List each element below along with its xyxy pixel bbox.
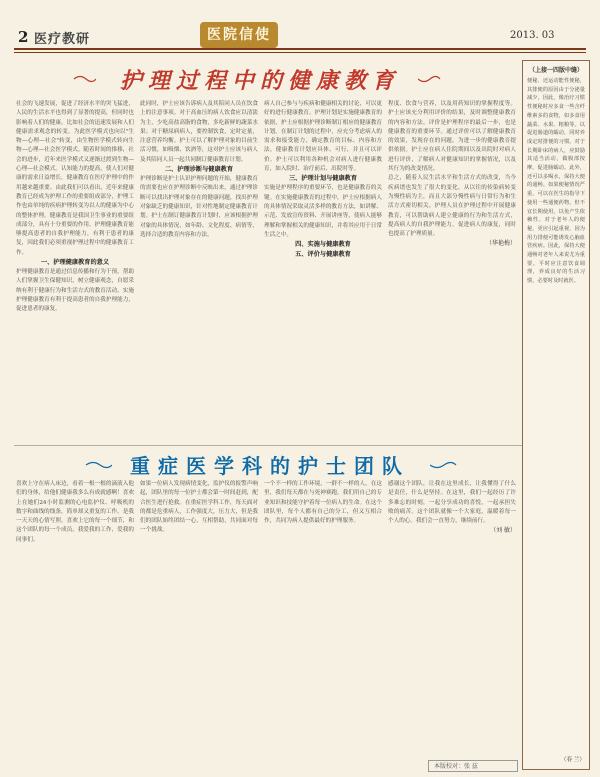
article2-headline: 重症医学科的护士团队 (130, 454, 410, 478)
article1-paragraph: 实施是护理程序的重要环节，也是健康教育的关键。在实施健康教育的过程中，护士应根据病人的具体情况采取灵活多样的教育方法，如讲解、示范、发放宣传资料、开展讲座等，使病人能够理解和掌握相关的健康知识，并将其应用于日常生活之中。 (264, 185, 382, 238)
article2-paragraph: 感谢这个团队，让我在这里成长，让我懂得了什么是责任，什么是坚持。在这里，我们一起经历了许多难忘的时刻，一起分享成功的喜悦，一起承担失败的痛苦。这个团队就像一个大家庭，温暖着每一个人的心。我们会一直努力，继续前行。 (388, 481, 516, 525)
header-rule-thin (14, 52, 586, 53)
sidebar-text: 便秘、还运动能性便秘，其排便的原因由于分泌量减少，因此，像治疗习惯性便秘时应多食一些含纤维素多的食物，如多食用蔬菜、水果、粗粮等。以促进肠道的蠕动，同时养成定时排便的习惯。对于长期卧床的病人，应鼓励其适当活动，做腹部按摩，促进肠蠕动。此外，还可以多喝水，保持大便的通畅。如果便秘情况严重，可以在医生的指导下使用一些通便药物，但不宜长期使用，以免产生依赖性。对于老年人的便秘，更应引起重视，因为用力排便可能诱发心脑血管疾病。因此，保持大便通畅对老年人来说尤为重要。平时应注意饮食调理，养成良好的生活习惯，必要时及时就医。 (527, 78, 585, 285)
article1-paragraph: 此同时，护士应该告诉病人及其陪同人员在饮食上的注意事项。对于高血压的病人饮食应以清淡为主，少吃高盐高脂的食物，多吃新鲜的蔬菜水果；对于糖尿病病人，要控制饮食，定时定量，注意营养均衡。护士可以了解护理对象的目前生活习惯，如吸烟、饮酒等，这对护士应该与病人及其陪同人员一起共同制订健康教育计划。 (140, 101, 258, 163)
article1-author: （华艳梅） (485, 240, 516, 248)
sidebar-continued-box (522, 60, 590, 770)
title-ornament-left-icon (72, 74, 96, 84)
section-title: 医疗教研 (34, 32, 91, 47)
article-separator (14, 445, 522, 446)
article2-column-2 (140, 480, 258, 760)
article2-paragraph: 喜欢上守在病人床边，看着一根一根的滴液入他们的身体，给他们健康我多么有成就感啊！喜欢上在她们24小时监测的心电监护仪、呼吸机的数字和曲线的线条，简单却又重复的工作，是我一天天的心情写照。喜欢上它的每一个细节，和这个团队的每一个成员，我爱我的工作，爱我的同事们。 (16, 481, 134, 543)
article1-column-4 (388, 100, 516, 440)
title-ornament-right-icon (418, 74, 442, 84)
article2-paragraph: 一个不一样的工作环境，一群不一样的人，在这里，我们每天都在与死神赛跑，我们用自己的专业知识和技能守护着每一位病人的生命。在这个团队里，每个人都有自己的分工，但又互相合作，共同为病人提供最好的护理服务。 (264, 481, 382, 525)
article1-headline: 护理过程中的健康教育 (119, 68, 400, 94)
article1-subheading: 三、护理计划与健康教育 (288, 175, 358, 183)
title-ornament-right-icon (430, 460, 458, 470)
article2-paragraph: 如果一位病人发现病情变化，监护仪的报警声响起，团队里的每一位护士都会第一时间赶到，配合医生进行抢救。在重症医学科工作，每天面对的都是危重病人，工作强度大，压力大，但是我们的团队始终团结一心，互相帮助，共同面对每一个挑战。 (140, 481, 258, 534)
article1-subheading: 四、实施与健康教育 (295, 241, 351, 249)
article2-author: （刘 敏） (490, 527, 516, 535)
title-ornament-left-icon (84, 460, 112, 470)
page-number: 2 (18, 28, 29, 46)
article1-column-2 (140, 100, 258, 440)
article2-column-4 (388, 480, 516, 750)
article2-column-1 (16, 480, 134, 760)
newspaper-logo: 医院信使 (200, 22, 278, 48)
article1-paragraph: 总之，随着人民生活水平和生活方式的改变，当今疾病谱也发生了很大的变化，从以往的传染病转变为慢性病为主，而且大部分慢性病与日常行为和生活方式密切相关。护理人员在护理过程中开展健康教育，可以帮助病人建立健康的行为和生活方式，提高病人的自我护理能力，促进病人的康复，同时也提高了护理质量。 (388, 175, 516, 238)
proofreader-label: 本版校对：张 兹 (434, 763, 478, 770)
sidebar-author: （春 兰） (560, 757, 585, 763)
article1-paragraph: 社会的飞速发展，促进了经济水平的突飞猛进，人民的生活水平也得到了显著的提高，但同时也影响着人们的健康。比如社会的迅速发展和人们健康需求观念的转变，为此医学模式也向以"生物—心理—社会"转变，由生物医学模式转向生物—心理—社会医学模式。随着时间的推移，社会的进步，近年来医学模式又逐渐过渡到生物—心理—社会模式。认知能力的提高，使人们对健康的需求日益增长。健康教育在医疗护理中的作用越来越重要。由此我们可以看出，近年来健康教育已经成为护理工作的重要组成部分，护理工作也由单纯的疾病护理转变为以人的健康为中心的整体护理。健康教育是我国卫生事业的重要组成部分，具有十分重要的作用。护理健康教育能够提高患者的自我护理能力，有利于患者的康复，因此我们必须重视护理过程中的健康教育工作。 (16, 101, 134, 256)
header-rule (14, 48, 586, 50)
article1-paragraph: 病人自己参与与疾病和健康相关的讨论，可以更好的进行健康教育。护理计划是实施健康教育的依据，护士应根据护理诊断制订相应的健康教育计划。在制订计划的过程中，应充分考虑病人的需求和接受能力，确定教育的目标、内容和方法。健康教育计划应具体、可行，并且可以评价。护士可以利用各种机会对病人进行健康教育，如入院时、治疗前后、出院时等。 (264, 101, 382, 173)
article2-column-3 (264, 480, 382, 760)
article1-subheading: 五、评价与健康教育 (295, 251, 351, 259)
issue-date: 2013. 03 (510, 30, 555, 41)
article1-subheading: 一、护理健康教育的意义 (40, 259, 110, 267)
article1-paragraph: 护理健康教育是通过信息传播和行为干预，帮助人们掌握卫生保健知识，树立健康观念，自愿采纳有利于健康行为和生活方式的教育活动。实施护理健康教育有利于提高患者的自我护理能力，促进患者的康复。 (16, 269, 134, 313)
article1-column-1 (16, 100, 134, 440)
article1-subheading: 二、护理诊断与健康教育 (164, 166, 234, 174)
article1-paragraph: 程度、饮食与营养，以及用药知识的掌握程度等。护士应该充分利用评价的结果，及时调整健康教育的内容和方法。评价是护理程序的最后一步，也是健康教育的重要环节。通过评价可以了解健康教育的效果，发现存在的问题，为进一步的健康教育提供依据。护士应在病人住院期间以及出院时对病人进行评价，了解病人对健康知识的掌握情况，以及其行为的改变情况。 (388, 101, 516, 173)
article1-column-3 (264, 100, 382, 440)
article1-paragraph: 护理诊断是护士认识护理问题的开始，健康教育的需要也应在护理诊断中反映出来。通过护理诊断可以找出护理对象存在的健康问题，找出护理对象缺乏的健康知识，针对性地制定健康教育计划。护士在制订健康教育计划时，应该根据护理对象的具体情况，如年龄、文化程度、病情等，选择合适的教育内容和方法。 (140, 176, 258, 238)
sidebar-heading: （上接一四版中缝） (528, 67, 583, 74)
